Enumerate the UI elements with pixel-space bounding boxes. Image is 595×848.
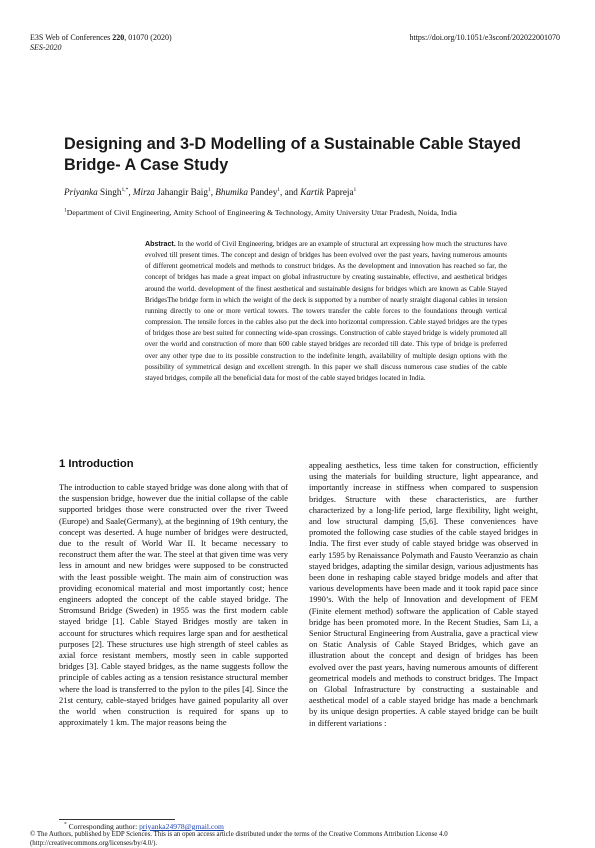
body-column-left: The introduction to cable stayed bridge was done along with that of the suspension bridge, however due the initial collapse of the cable supported bridges those were constructed over the river Tweed (Europe) and Saale(Germany), at the beginning of 19th century, the concept was deserted. A huge number of bridges were destructed, due to the result of World War II. It became necessary to reconstruct them after the war. The steel at that given time was very less in amount and new bridges were supposed to be constructed with the least possible weight. The main aim of construction was providing economical material and most importantly cost; hence engineers adopted the concept of the cable stayed bridge. The Stromsund Bridge (Sweden) in 1955 was the first modern cable stayed bridge [1]. Cable Stayed Bridges mostly are taken in account for structures which requires large span and for aesthetical purposes [2]. These structures use high strength of steel cables as axial force resistant members, mostly seen in cable supported bridges [3]. Cable stayed bridges, as the name suggests follow the principle of cables acting as a tension resistance structural member where the load is transferred to the pylon to the piles [4]. Since the 21st century, cable-stayed bridges have gained popularity all over the world when construction is required for spans up to approximately 1 km. The major reasons being the	[59, 482, 288, 728]
corresponding-author-note	[64, 822, 224, 831]
author-first-name: Bhumika	[215, 187, 248, 197]
article-number: , 01070 (2020)	[124, 33, 172, 42]
affiliation	[64, 208, 534, 218]
journal-volume: 220	[112, 33, 125, 42]
abstract-text: In the world of Civil Engineering, bridges are an example of structural art expressing how much the structures have evolved till present times. The concept and design of bridges has been evolved over the past years, having numerous amounts of different geometrical models and methods to construct bridges. As the development and innovation has reached so far, the concept of bridges has made a great impact on global infrastructure by creating sustainable, effective, and aesthetical bridges around the world. development of the finest aesthetical and sustainable designs for bridges which are known as Cable Stayed BridgesThe bridge form in which the weight of the deck is supported by a number of nearly straight diagonal cables in tension running directly to one or more vertical towers. The towers transfer the cable forces to the foundations through vertical compression. The tensile forces in the cables also put the deck into horizontal compression. Cable stayed bridges are the types of bridges those are best suited for connecting wide-span crossings. Construction of cable stayed bridge is widely promoted all over the world and construction of more than 600 cable stayed bridges are recorded till date. This type of bridge is preferred over any other type due to its possible construction to the indefinite length, availability of multiple design options with the possibility of symmetrical design and excellent strength. In this paper we shall discuss numerous case studies of the cable stayed bridges, compile all the beneficial data for most of the cable stayed bridges located in India.	[145, 240, 507, 382]
author-affil-marker: 1,*	[121, 186, 129, 193]
doi-link[interactable]: https://doi.org/10.1051/e3sconf/202022001070	[409, 33, 560, 42]
conference-name: SES-2020	[30, 43, 62, 52]
author-affil-marker: 1	[353, 186, 357, 193]
body-column-right: appealing aesthetics, less time taken for construction, efficiently using the materials for building structure, light appearance, and importantly increase in stiffness when compared to suspension bridges. Structure with these characteristics, are further characterized by a long-life period, large flexibility, light weight, and low structural damping [5,6]. These conveniences have promoted the following case studies of the cable stayed bridges in India. The first ever study of cable stayed bridge was observed in early 1595 by Renaissance Polymath and Fausto Veeranzio as chain stayed bridges, adapting the similar design, various adjustments has been done in reshaping cable stayed bridge models and after that various developments have been made and it took rapid pace since 1990’s. With the help of Innovation and development of FEM (Finite element method) software the application of Cable stayed bridge has been promoted more. In the Recent Studies, Sam Li, a Senior Structural Engineering from Australia, gave a practical view on Static Analysis of Cable Stayed Bridges, which gave an illustration about the concept and design of bridges has been evolved over the past years, having numerous amounts of different geometrical models and methods to construct bridges. The Impact on Global Infrastructure by constructing a sustainable and aesthetical model of a cable stayed bridge has made a benchmark by its unique design properties. A cable stayed bridge can be built in different variations :	[309, 460, 538, 728]
running-header-journal	[30, 33, 172, 43]
license-notice: © The Authors, published by EDP Sciences. This is an open access article distributed under the terms of the Creative Commons Attribution License 4.0 (http://creativecommons.org/licenses/by/4.0/).	[30, 831, 448, 847]
abstract	[145, 239, 507, 384]
corresponding-author-label: Corresponding author:	[68, 822, 140, 831]
author-last-name: Papreja	[325, 187, 354, 197]
author-affil-marker: 1	[277, 186, 281, 193]
abstract-label: Abstract.	[145, 240, 176, 248]
author-last-name: Jahangir Baig	[157, 187, 208, 197]
author-email-link[interactable]: priyanka24978@gmail.com	[139, 822, 224, 831]
footnote-rule	[59, 819, 175, 820]
author-list: Priyanka Singh$^{1,*}$, Mirza Jahangir Baig$^1$, Bhumika Pandey$^1$, and Kartik Papreja$^1$	[64, 186, 357, 197]
author-last-name: Pandey	[250, 187, 278, 197]
author-first-name: Priyanka	[64, 187, 98, 197]
journal-name: E3S Web of Conferences	[30, 33, 111, 42]
section-heading-introduction: 1 Introduction	[59, 458, 134, 470]
footnote-marker: *	[64, 821, 67, 828]
author-last-name: Singh	[99, 187, 122, 197]
affiliation-marker: 1	[64, 207, 67, 214]
author-first-name: Mirza	[132, 187, 155, 197]
author-first-name: Kartik	[300, 187, 324, 197]
author-affil-marker: 1	[207, 186, 211, 193]
paper-title: Designing and 3-D Modelling of a Sustainable Cable Stayed Bridge- A Case Study	[64, 135, 521, 174]
affiliation-text: Department of Civil Engineering, Amity School of Engineering & Technology, Amity University Uttar Pradesh, Noida, India	[66, 208, 457, 217]
